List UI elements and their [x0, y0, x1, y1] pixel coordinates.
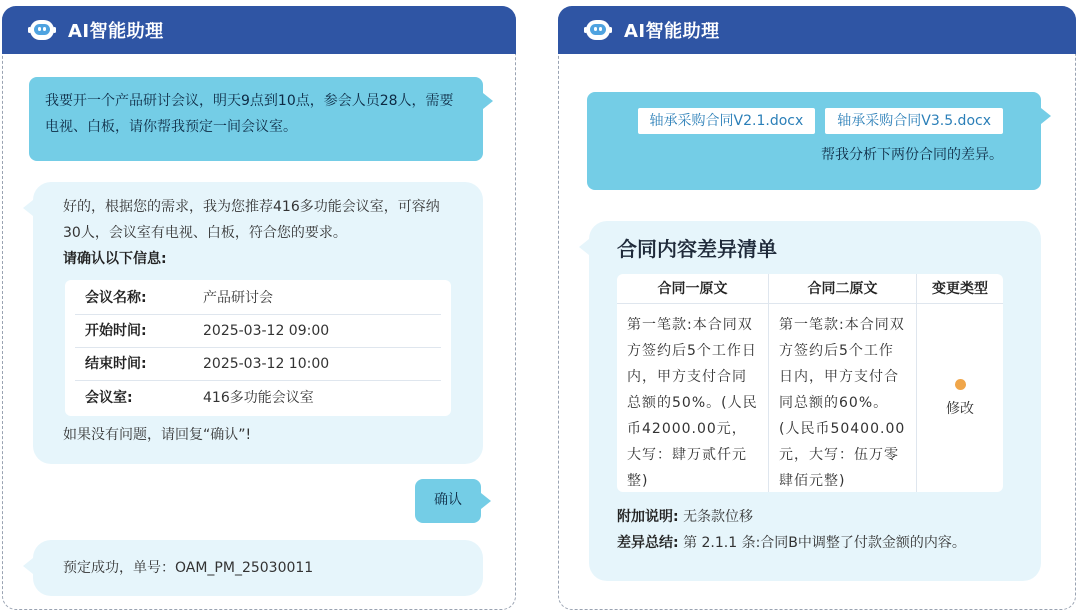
info-row-start-time: [75, 315, 441, 348]
info-row-meeting-name: [75, 282, 441, 315]
panel-header: [558, 6, 1076, 54]
ai-reply: [33, 182, 483, 464]
info-key: 开始时间:: [85, 323, 147, 339]
user-message-text: 帮我分析下两份合同的差异。: [821, 147, 1003, 163]
diff-cell-change-type: [917, 304, 1003, 492]
meeting-info-table: [65, 280, 451, 416]
info-row-end-time: [75, 348, 441, 381]
note-value: 无条款位移: [683, 509, 754, 525]
info-value: 2025-03-12 10:00: [203, 356, 330, 372]
info-row-room: [75, 381, 441, 414]
panel-header: [2, 6, 516, 54]
diff-cell-original-b: 第一笔款:本合同双方签约后5个工作日内，甲方支付合同总额的60%。(人民币50400.00元，大写：伍万零肆佰元整): [779, 317, 906, 489]
diff-column: [769, 274, 917, 492]
info-key: 结束时间:: [85, 356, 147, 372]
user-message: 我要开一个产品研讨会议，明天9点到10点，参会人员28人，需要电视、白板，请你帮我预定一间会议室。: [29, 77, 483, 161]
chat-panel-right: [558, 6, 1076, 610]
info-value: 产品研讨会: [203, 290, 273, 306]
diff-table: [617, 274, 1003, 492]
user-confirm-message: 确认: [415, 479, 481, 523]
file-attachment[interactable]: 轴承采购合同V3.5.docx: [825, 108, 1003, 134]
file-attachment[interactable]: 轴承采购合同V2.1.docx: [638, 108, 816, 134]
info-value: 416多功能会议室: [203, 389, 314, 406]
info-key: 会议名称:: [85, 290, 147, 306]
info-key: 会议室:: [85, 389, 133, 406]
panel-title: AI智能助理: [68, 21, 164, 42]
diff-notes: [617, 504, 1015, 556]
user-message-with-files: [587, 92, 1041, 190]
note-additional: [617, 504, 1015, 530]
diff-column: [917, 274, 1003, 492]
confirm-prompt: 请确认以下信息:: [63, 251, 167, 267]
diff-column-header: 变更类型: [917, 274, 1003, 304]
diff-column-header: 合同二原文: [769, 274, 916, 304]
status-dot-icon: [955, 379, 966, 390]
info-value: 2025-03-12 09:00: [203, 323, 330, 339]
ai-reply-intro: 好的，根据您的需求，我为您推荐416多功能会议室，可容纳30人，会议室有电视、白板，符合您的要求。: [63, 199, 440, 241]
ai-reply-footer: 如果没有问题，请回复“确认”!: [63, 427, 252, 443]
note-key: 差异总结:: [617, 535, 679, 551]
note-value: 第 2.1.1 条:合同B中调整了付款金额的内容。: [683, 535, 966, 551]
robot-icon: [28, 16, 56, 44]
diff-column-header: 合同一原文: [617, 274, 768, 304]
note-key: 附加说明:: [617, 509, 679, 525]
diff-column: [617, 274, 769, 492]
file-attachments: [627, 108, 1003, 134]
panel-title: AI智能助理: [624, 21, 720, 42]
chat-panel-left: [2, 6, 516, 610]
change-type-label: 修改: [946, 400, 974, 417]
ai-booking-result: 预定成功，单号：OAM_PM_25030011: [33, 540, 483, 596]
ai-diff-reply: [589, 221, 1041, 581]
diff-title: 合同内容差异清单: [617, 237, 777, 261]
diff-cell-original-a: 第一笔款:本合同双方签约后5个工作日内，甲方支付合同总额的50%。(人民币42000.00元，大写：肆万贰仟元整): [627, 317, 758, 489]
robot-icon: [584, 16, 612, 44]
note-summary: [617, 530, 1015, 556]
